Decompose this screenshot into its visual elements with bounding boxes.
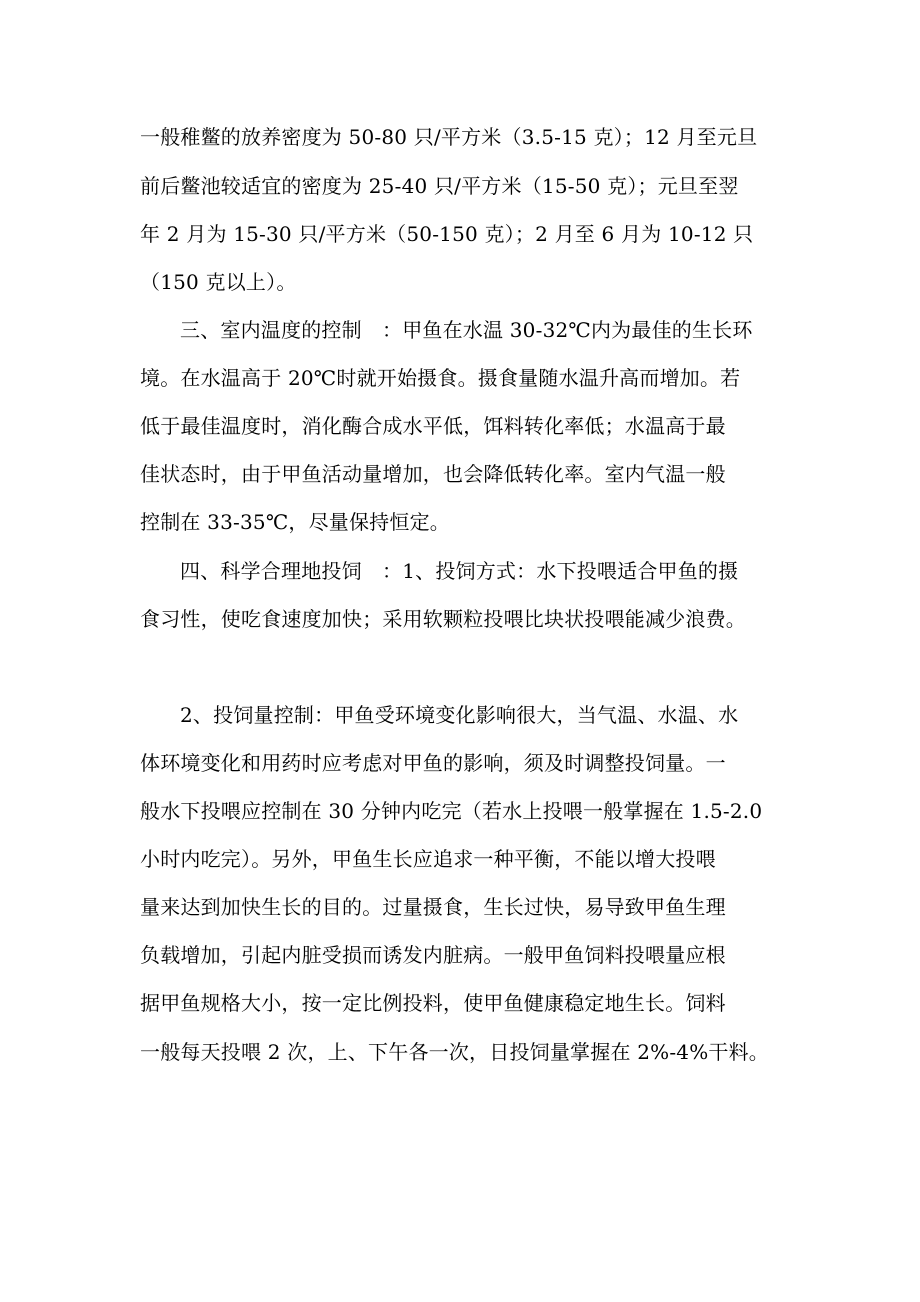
text-line: 负载增加，引起内脏受损而诱发内脏病。一般甲鱼饲料投喂量应根 — [140, 943, 726, 967]
text-line: 境。在水温高于 20℃时就开始摄食。摄食量随水温升高而增加。若 — [140, 366, 741, 390]
text-line: 一般每天投喂 2 次，上、下午各一次，日投饲量掌握在 2%-4%干料。 — [140, 1040, 770, 1064]
text-line: 控制在 33-35℃，尽量保持恒定。 — [140, 510, 450, 534]
text-line: 2、投饲量控制：甲鱼受环境变化影响很大，当气温、水温、水 — [180, 703, 739, 727]
text-line: 四、科学合理地投饲 ：1、投饲方式：水下投喂适合甲鱼的摄 — [180, 559, 739, 583]
text-line: 前后鳖池较适宜的密度为 25-40 只/平方米（15-50 克）；元旦至翌 — [140, 174, 739, 198]
text-line: 量来达到加快生长的目的。过量摄食，生长过快，易导致甲鱼生理 — [140, 895, 726, 919]
text-line: 三、室内温度的控制 ：甲鱼在水温 30-32℃内为最佳的生长环 — [180, 318, 753, 342]
text-line: 年 2 月为 15-30 只/平方米（50-150 克）；2 月至 6 月为 10-12 只 — [140, 222, 754, 246]
text-line: 低于最佳温度时，消化酶合成水平低，饵料转化率低；水温高于最 — [140, 414, 726, 438]
text-line: 般水下投喂应控制在 30 分钟内吃完（若水上投喂一般掌握在 1.5-2.0 — [140, 799, 763, 823]
text-line: 佳状态时，由于甲鱼活动量增加，也会降低转化率。室内气温一般 — [140, 462, 726, 486]
text-line: 据甲鱼规格大小，按一定比例投料，使甲鱼健康稳定地生长。饲料 — [140, 991, 726, 1015]
text-line: 体环境变化和用药时应考虑对甲鱼的影响，须及时调整投饲量。一 — [140, 751, 726, 775]
text-line: 一般稚鳖的放养密度为 50-80 只/平方米（3.5-15 克）；12 月至元旦 — [140, 125, 758, 149]
text-line: 小时内吃完）。另外，甲鱼生长应追求一种平衡，不能以增大投喂 — [140, 847, 716, 871]
text-line: 食习性，使吃食速度加快；采用软颗粒投喂比块状投喂能减少浪费。 — [140, 607, 746, 631]
text-line: （150 克以上）。 — [140, 270, 297, 294]
